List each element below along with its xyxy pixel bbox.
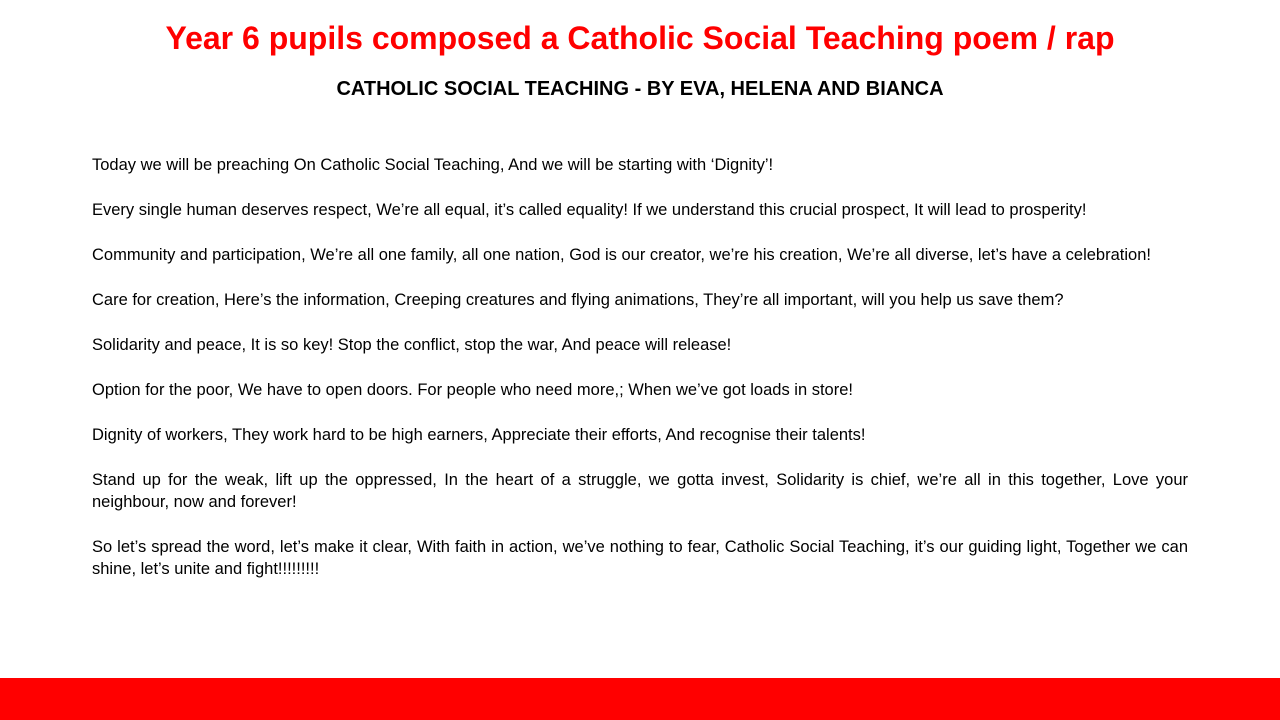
slide-title: Year 6 pupils composed a Catholic Social Teaching poem / rap bbox=[165, 20, 1115, 56]
poem-stanza: Dignity of workers, They work hard to be high earners, Appreciate their efforts, And recognise their talents! bbox=[92, 426, 866, 444]
poem-stanza: Solidarity and peace, It is so key! Stop the conflict, stop the war, And peace will release! bbox=[92, 336, 732, 354]
poem-body bbox=[92, 154, 1188, 603]
poem-stanza: So let’s spread the word, let’s make it clear, With faith in action, we’ve nothing to fear, Catholic Social Teaching, it’s our guiding light, Together we can shine, let’s unite and fight!!!!!!!!! bbox=[92, 538, 1188, 578]
poem-stanza: Stand up for the weak, lift up the oppressed, In the heart of a struggle, we gotta invest, Solidarity is chief, we’re all in this together, Love your neighbour, now and forever! bbox=[92, 471, 1188, 511]
footer-accent-bar bbox=[0, 678, 1280, 720]
poem-stanza: Care for creation, Here’s the information, Creeping creatures and flying animations, They’re all important, will you help us save them? bbox=[92, 291, 1064, 309]
poem-stanza: Community and participation, We’re all one family, all one nation, God is our creator, we’re his creation, We’re all diverse, let’s have a celebration! bbox=[92, 246, 1151, 264]
poem-stanza: Today we will be preaching On Catholic Social Teaching, And we will be starting with ‘Dignity’! bbox=[92, 156, 774, 174]
poem-stanza: Every single human deserves respect, We’re all equal, it’s called equality! If we understand this crucial prospect, It will lead to prosperity! bbox=[92, 201, 1087, 219]
poem-stanza: Option for the poor, We have to open doors. For people who need more,; When we’ve got loads in store! bbox=[92, 381, 853, 399]
poem-subtitle: CATHOLIC SOCIAL TEACHING - BY EVA, HELENA AND BIANCA bbox=[336, 78, 944, 100]
